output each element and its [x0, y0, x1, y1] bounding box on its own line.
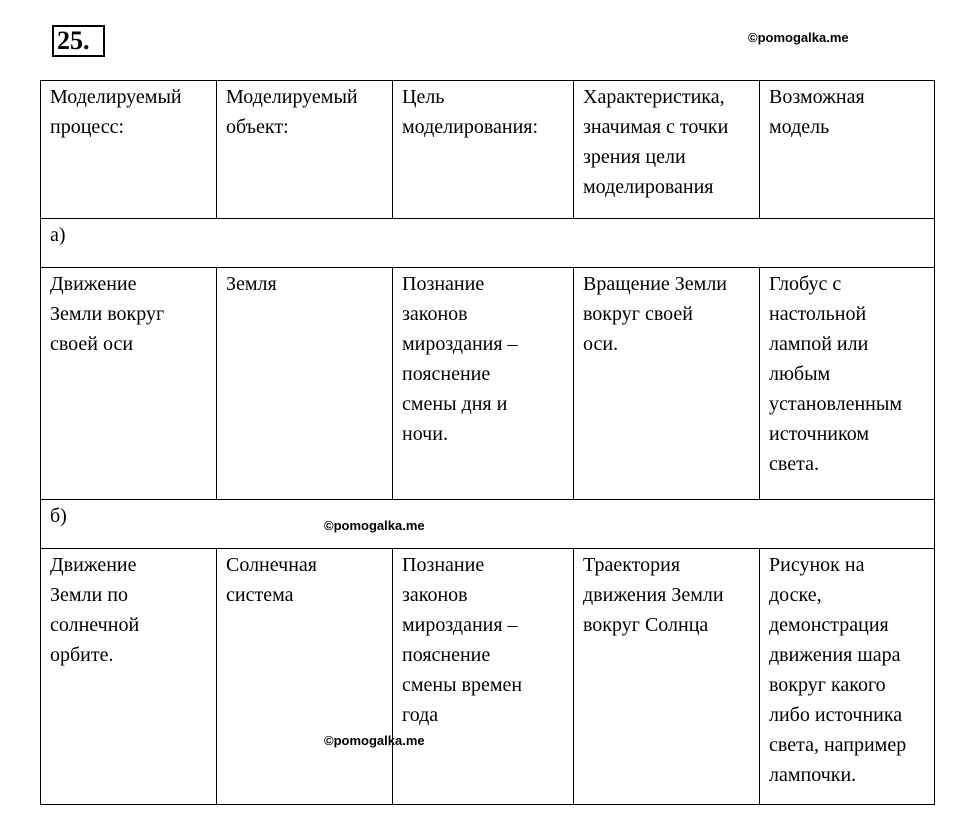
header-cell-characteristic [574, 81, 760, 219]
watermark-middle: ©pomogalka.me [324, 518, 425, 533]
table-cell [217, 549, 393, 805]
cell-process-a: Движение Земли вокруг своей оси [50, 273, 165, 355]
cell-goal-b: Познание законов мироздания – пояснение смены времен года [402, 554, 523, 726]
cell-goal-a: Познание законов мироздания – пояснение смены дня и ночи. [402, 273, 518, 445]
header-characteristic: Характеристика, значимая с точки зрения цели моделирования [583, 86, 729, 198]
watermark-bottom: ©pomogalka.me [324, 733, 425, 748]
header-model: Возможная модель [769, 86, 865, 138]
cell-process-b: Движение Земли по солнечной орбите. [50, 554, 140, 666]
cell-model-b: Рисунок на доске, демонстрация движения шара вокруг какого либо источника света, например лампочки. [769, 554, 907, 786]
table-cell [393, 549, 574, 805]
header-object: Моделируемый объект: [226, 86, 358, 138]
table-cell [574, 268, 760, 500]
cell-characteristic-a: Вращение Земли вокруг своей оси. [583, 273, 728, 355]
section-label-cell-a [41, 219, 935, 268]
section-label-row-a [41, 219, 935, 268]
section-label-row-b [41, 500, 935, 549]
table-cell [760, 268, 935, 500]
table-row [41, 549, 935, 805]
cell-model-a: Глобус с настольной лампой или любым установленным источником света. [769, 273, 902, 475]
cell-object-a: Земля [226, 273, 277, 295]
cell-object-b: Солнечная система [226, 554, 317, 606]
models-table [40, 80, 935, 805]
table-cell [41, 549, 217, 805]
table-cell [760, 549, 935, 805]
task-number: 25. [52, 25, 105, 57]
section-label-b: б) [50, 505, 67, 527]
table-cell [393, 268, 574, 500]
table-cell [217, 268, 393, 500]
table-header-row [41, 81, 935, 219]
table-cell [41, 268, 217, 500]
cell-characteristic-b: Траектория движения Земли вокруг Солнца [583, 554, 724, 636]
section-label-a: а) [50, 224, 66, 246]
table-row [41, 268, 935, 500]
section-label-cell-b [41, 500, 935, 549]
header-cell-goal [393, 81, 574, 219]
header-cell-model [760, 81, 935, 219]
header-cell-process [41, 81, 217, 219]
table-cell [574, 549, 760, 805]
header-process: Моделируемый процесс: [50, 86, 182, 138]
header-goal: Цель моделирования: [402, 86, 539, 138]
watermark-top: ©pomogalka.me [748, 30, 849, 45]
header-cell-object [217, 81, 393, 219]
